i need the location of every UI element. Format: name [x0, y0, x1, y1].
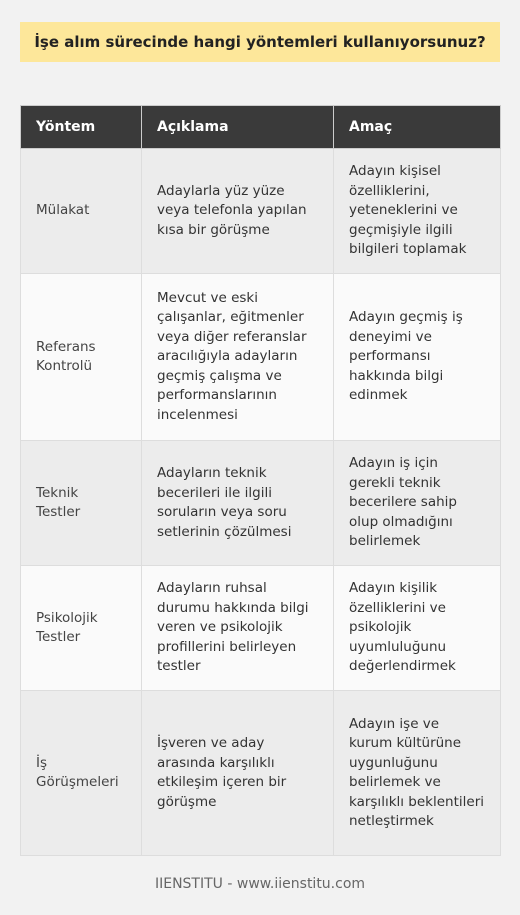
method-cell: Referans Kontrolü	[21, 274, 142, 441]
purpose-cell: Adayın iş için gerekli teknik becerilere sahip olup olmadığını belirlemek	[334, 441, 501, 566]
title-banner	[20, 22, 500, 62]
method-cell: Psikolojik Testler	[21, 566, 142, 691]
column-header-description: Açıklama	[142, 106, 334, 149]
footer-credit: IIENSTITU - www.iienstitu.com	[154, 876, 366, 892]
method-cell: Teknik Testler	[21, 441, 142, 566]
table-row	[21, 566, 501, 691]
description-cell: Mevcut ve eski çalışanlar, eğitmenler veya diğer referanslar aracılığıyla adayların geçmiş çalışma ve performanslarının incelenmesi	[142, 274, 334, 441]
method-cell: İş Görüşmeleri	[21, 691, 142, 856]
purpose-cell: Adayın kişilik özelliklerini ve psikolojik uyumluluğunu değerlendirmek	[334, 566, 501, 691]
description-cell: Adaylarla yüz yüze veya telefonla yapılan kısa bir görüşme	[142, 149, 334, 274]
column-header-purpose: Amaç	[334, 106, 501, 149]
method-cell: Mülakat	[21, 149, 142, 274]
description-cell: İşveren ve aday arasında karşılıklı etkileşim içeren bir görüşme	[142, 691, 334, 856]
table-header-row	[21, 106, 501, 149]
table-row	[21, 691, 501, 856]
description-cell: Adayların teknik becerileri ile ilgili soruların veya soru setlerinin çözülmesi	[142, 441, 334, 566]
page-title: İşe alım sürecinde hangi yöntemleri kullanıyorsunuz?	[34, 33, 486, 51]
description-cell: Adayların ruhsal durumu hakkında bilgi veren ve psikolojik profillerini belirleyen testler	[142, 566, 334, 691]
table-row	[21, 274, 501, 441]
purpose-cell: Adayın geçmiş iş deneyimi ve performansı hakkında bilgi edinmek	[334, 274, 501, 441]
purpose-cell: Adayın işe ve kurum kültürüne uygunluğunu belirlemek ve karşılıklı beklentileri netleştirmek	[334, 691, 501, 856]
column-header-method: Yöntem	[21, 106, 142, 149]
table-row	[21, 441, 501, 566]
methods-table	[20, 105, 501, 856]
table-row	[21, 149, 501, 274]
purpose-cell: Adayın kişisel özelliklerini, yeteneklerini ve geçmişiyle ilgili bilgileri toplamak	[334, 149, 501, 274]
